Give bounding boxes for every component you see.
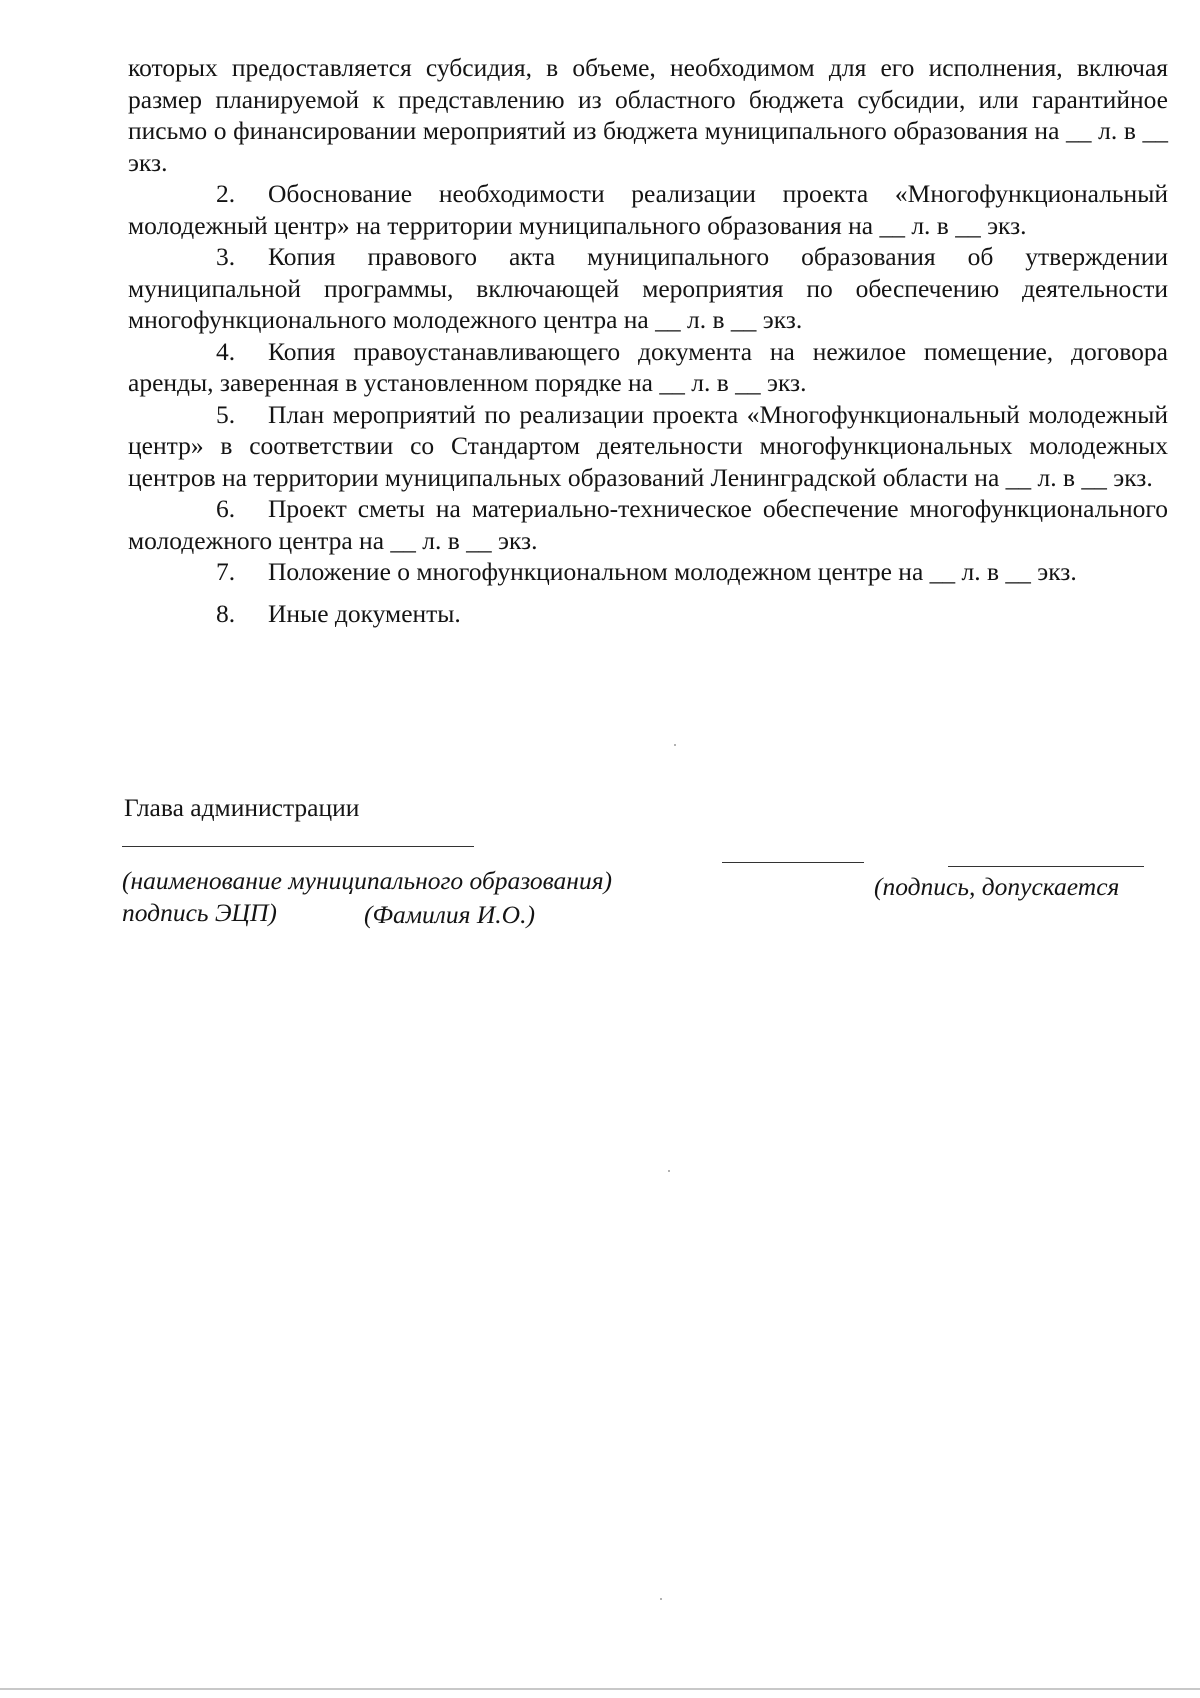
list-item-4 <box>128 336 1168 399</box>
scan-speck <box>668 1170 670 1172</box>
list-item-number: 8. <box>216 598 236 628</box>
list-item-number: 5. <box>216 399 236 429</box>
list-item-8 <box>128 598 1168 630</box>
scan-speck <box>674 744 676 746</box>
signature-line <box>722 862 864 863</box>
list-item-text: Копия правового акта муниципального образования об утверждении муниципальной программы, включающей мероприятия по обеспечению деятельности многофункционального молодежного центра на __ л. в __ экз. <box>128 242 1168 334</box>
name-signature-line <box>948 866 1144 867</box>
list-item-6 <box>128 493 1168 556</box>
list-item-number: 7. <box>216 557 236 586</box>
list-item-text: Иные документы. <box>268 598 461 628</box>
scan-bottom-edge <box>0 1688 1200 1690</box>
intro-paragraph: которых предоставляется субсидия, в объеме, необходимом для его исполнения, включая размер планируемой к представлению из областного бюджета субсидии, или гарантийное письмо о финансировании мероприятий из бюджета муниципального образования на __ л. в __ экз. <box>128 53 1168 177</box>
list-item-number: 3. <box>216 242 236 271</box>
list-item-5 <box>128 399 1168 494</box>
document-body <box>128 52 1168 629</box>
list-item-number: 6. <box>216 494 236 523</box>
list-item-2 <box>128 178 1168 241</box>
list-item-text: Положение о многофункциональном молодежном центре на __ л. в __ экз. <box>268 557 1077 586</box>
signature-caption-continued: подпись ЭЦП) <box>122 898 277 927</box>
name-caption: (Фамилия И.О.) <box>364 900 535 929</box>
list-item-3 <box>128 241 1168 336</box>
municipality-signature-line <box>122 846 474 847</box>
scan-speck <box>660 1598 662 1600</box>
signature-caption: (подпись, допускается <box>874 872 1120 901</box>
list-item-7 <box>128 556 1168 588</box>
municipality-caption: (наименование муниципального образования) <box>122 866 613 895</box>
list-item-text: Проект сметы на материально-техническое обеспечение многофункционального молодежного центра на __ л. в __ экз. <box>128 494 1168 555</box>
list-item-text: План мероприятий по реализации проекта «Многофункциональный молодежный центр» в соответствии со Стандартом деятельности многофункциональных молодежных центров на территории муниципальных образований Ленинградской области на __ л. в __ экз. <box>128 399 1168 492</box>
list-item-number: 2. <box>216 179 236 208</box>
list-item-number: 4. <box>216 336 236 366</box>
list-item-text: Копия правоустанавливающего документа на нежилое помещение, договора аренды, заверенная в установленном порядке на __ л. в __ экз. <box>128 336 1168 397</box>
signature-title: Глава администрации <box>124 793 360 822</box>
list-item-text: Обоснование необходимости реализации проекта «Многофункциональный молодежный центр» на территории муниципального образования на __ л. в __ экз. <box>128 179 1168 240</box>
